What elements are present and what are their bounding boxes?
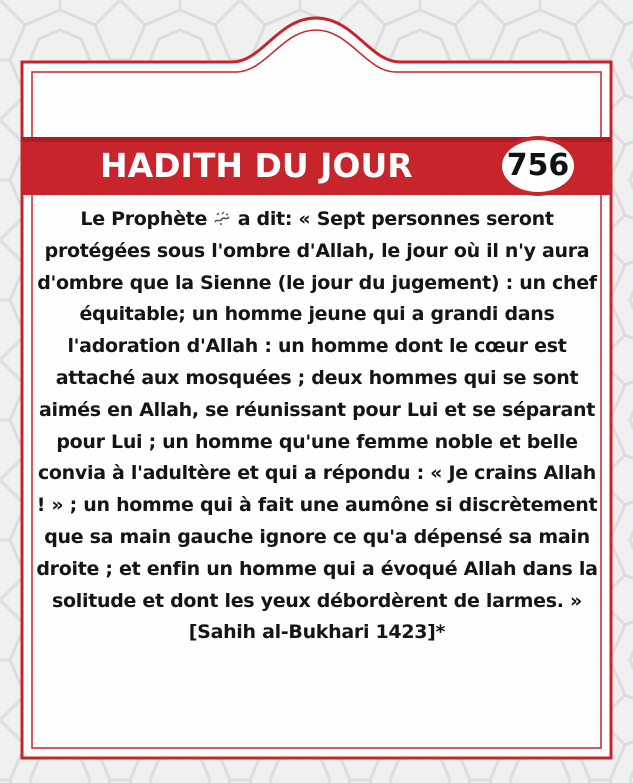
hadith-text <box>34 204 600 649</box>
hadith-number-badge: 756 <box>498 136 578 196</box>
banner-title: HADITH DU JOUR <box>100 146 413 185</box>
hadith-body: a dit: « Sept personnes seront protégées sous l'ombre d'Allah, le jour où il n'y aura d'ombre que la Sienne (le jour du jugement) : un chef équitable; un homme jeune qui a grandi dans l'adoration d'Allah : un homme dont le cœur est attaché aux mosquées ; deux hommes qui se sont aimés en Allah, se réunissant pour Lui et se séparant pour Lui ; un homme qu'une femme noble et belle convia à l'adultère et qui a répondu : « Je crains Allah ! » ; un homme qui à fait une aumône si discrètement que sa main gauche ignore ce qu'a dépensé sa main droite ; et enfin un homme qui a évoqué Allah dans la solitude et dont les yeux débordèrent de larmes. » [Sahih al-Bukhari 1423]* <box>36 208 598 644</box>
hadith-intro: Le Prophète <box>80 208 208 230</box>
salawat-calligraphy-icon <box>213 209 231 227</box>
